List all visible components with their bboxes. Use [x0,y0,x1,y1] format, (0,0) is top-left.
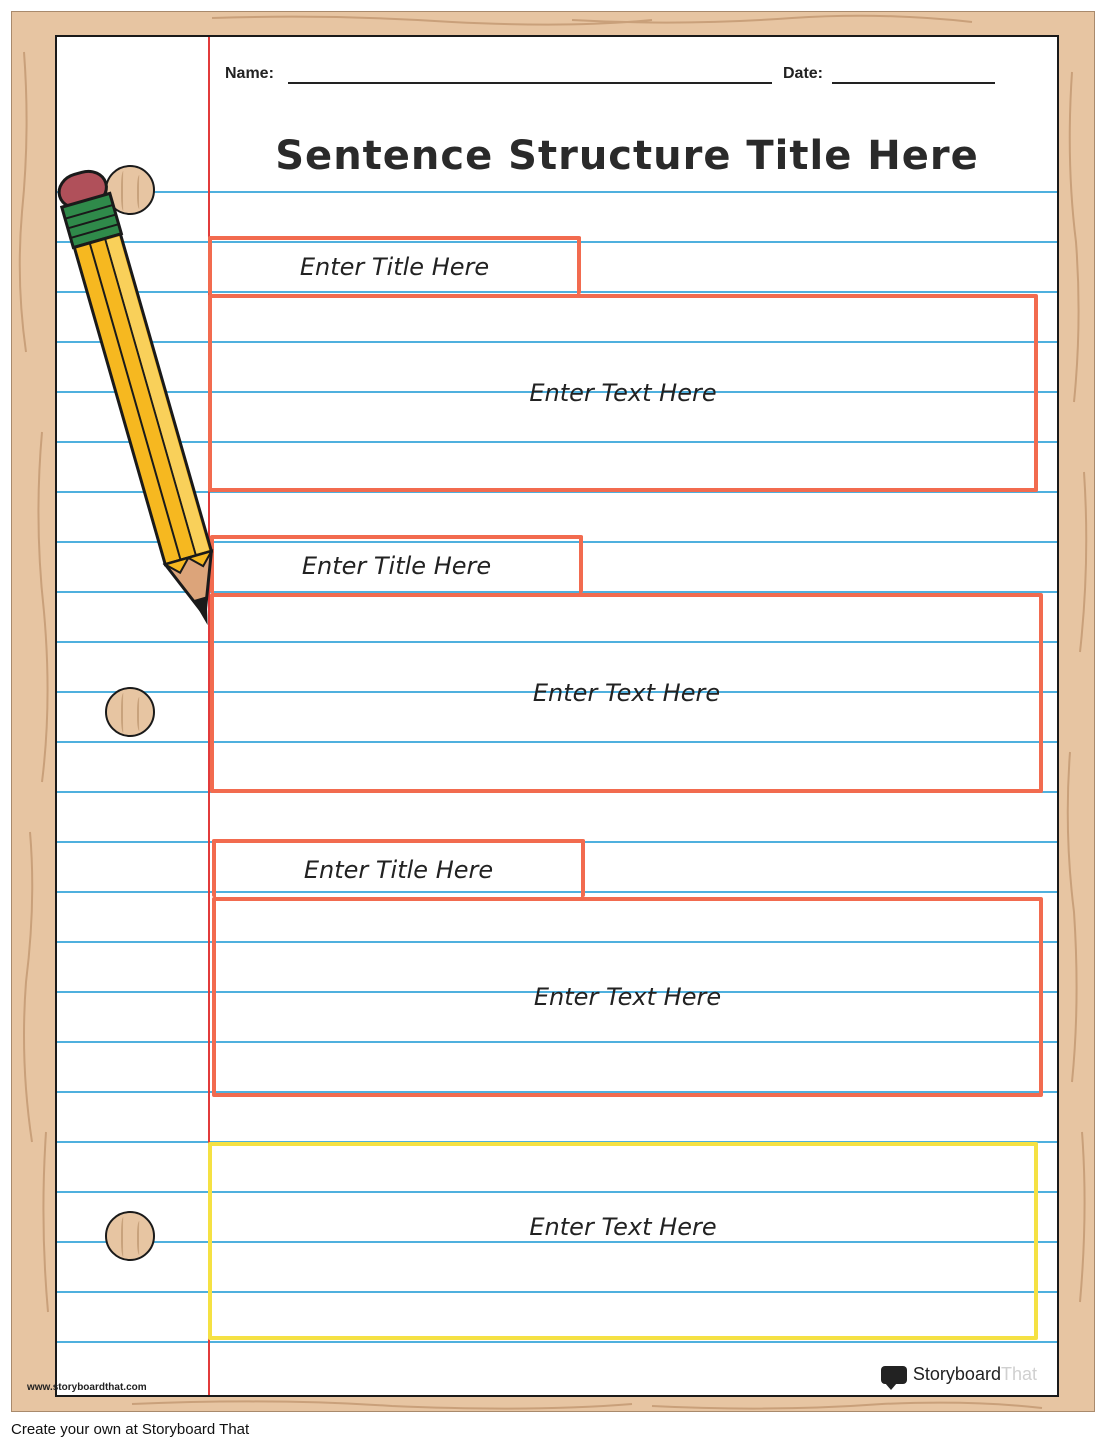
section-text-box[interactable] [208,294,1038,492]
name-field[interactable] [288,82,772,84]
section-body-text: Enter Text Here [529,379,717,407]
worksheet-title[interactable]: Sentence Structure Title Here [275,133,979,179]
notebook-paper [27,35,1059,1397]
conclusion-text: Enter Text Here [529,1213,717,1241]
binder-hole [105,1211,155,1261]
section-title-text: Enter Title Here [301,552,492,580]
date-field[interactable] [832,82,995,84]
name-label: Name: [225,65,274,82]
footer-caption: Create your own at Storyboard That [11,1421,250,1438]
section-title-text: Enter Title Here [303,856,494,884]
section-title-box[interactable] [212,839,585,897]
brand-primary: Storyboard [912,1364,1001,1384]
section-text-box[interactable] [212,897,1043,1097]
section-title-box[interactable] [210,535,583,593]
conclusion-text-box[interactable] [208,1142,1038,1340]
binder-hole [105,687,155,737]
section-body-text: Enter Text Here [532,679,721,707]
date-label: Date: [783,65,824,82]
ruled-line [57,191,1057,193]
section-title-text: Enter Title Here [299,253,490,281]
section-body-text: Enter Text Here [533,983,722,1011]
brand-secondary: That [1000,1364,1037,1384]
website-url: www.storyboardthat.com [27,1382,147,1393]
speech-bubble-icon [881,1366,907,1384]
pencil-icon [20,160,200,670]
section-text-box[interactable] [210,593,1043,793]
storyboardthat-logo [881,1364,1037,1385]
section-title-box[interactable] [208,236,581,294]
ruled-line [57,1341,1057,1343]
